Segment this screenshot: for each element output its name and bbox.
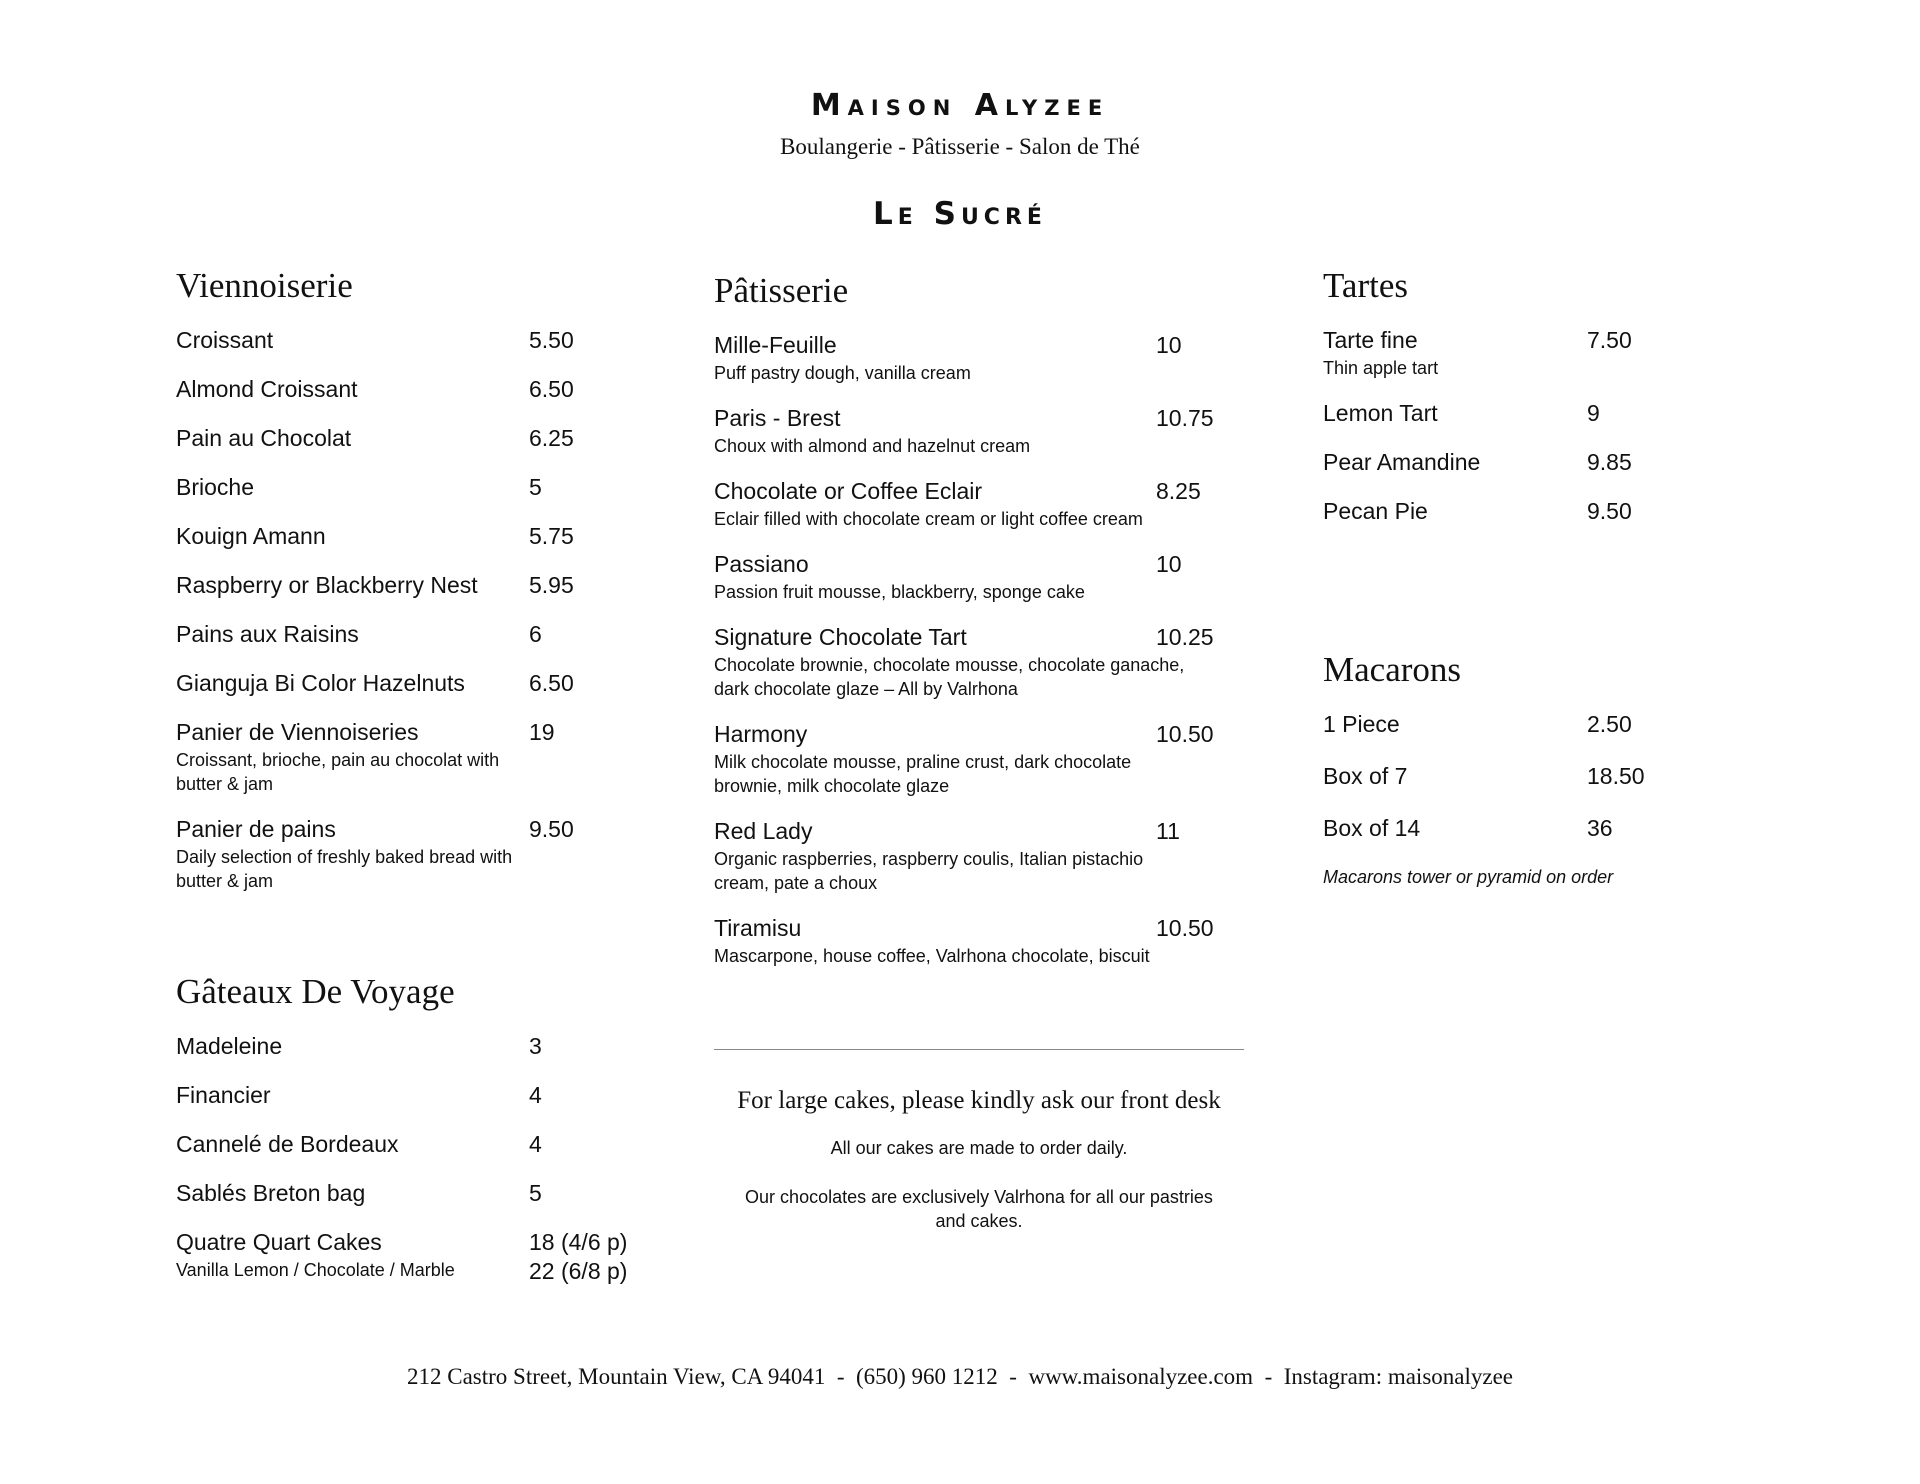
item-price: 2.50 <box>1587 711 1632 737</box>
menu-item <box>714 816 1244 895</box>
item-price: 9.85 <box>1587 449 1632 475</box>
item-name: Passiano <box>714 551 809 577</box>
section-title: Viennoiserie <box>176 266 353 305</box>
menu-item <box>176 1129 676 1160</box>
item-price: 7.50 <box>1587 327 1632 353</box>
item-price: 18 (4/6 p) <box>529 1229 628 1255</box>
item-description: Croissant, brioche, pain au chocolat with butter & jam <box>176 750 500 794</box>
item-name: Tiramisu <box>714 915 802 941</box>
item-name: Box of 7 <box>1323 763 1408 789</box>
item-name: Pains aux Raisins <box>176 621 359 647</box>
menu-item <box>176 814 676 893</box>
item-price: 36 <box>1587 815 1613 841</box>
item-description: Mascarpone, house coffee, Valrhona chocolate, biscuit <box>714 946 1150 966</box>
item-name: Pecan Pie <box>1323 498 1428 524</box>
item-name: 1 Piece <box>1323 711 1400 737</box>
item-price: 10 <box>1156 332 1182 358</box>
menu-item <box>714 719 1244 798</box>
item-name: Raspberry or Blackberry Nest <box>176 572 478 598</box>
item-price: 5.50 <box>529 327 574 353</box>
item-description: Chocolate brownie, chocolate mousse, chocolate ganache, dark chocolate glaze – All by Valrhona <box>714 655 1185 699</box>
chocolate-info-line: Our chocolates are exclusively Valrhona for all our pastries and cakes. <box>745 1187 1213 1231</box>
cakes-info-line: All our cakes are made to order daily. <box>830 1138 1128 1158</box>
item-price: 9.50 <box>1587 498 1632 524</box>
item-price: 10 <box>1156 551 1182 577</box>
item-name: Panier de Viennoiseries <box>176 719 419 745</box>
item-name: Almond Croissant <box>176 376 358 402</box>
item-price: 5.95 <box>529 572 574 598</box>
item-description: Puff pastry dough, vanilla cream <box>714 363 971 383</box>
item-description: Passion fruit mousse, blackberry, sponge cake <box>714 582 1085 602</box>
item-description: Choux with almond and hazelnut cream <box>714 436 1031 456</box>
menu-item <box>176 1227 676 1282</box>
item-price: 3 <box>529 1033 542 1059</box>
menu-item <box>176 1178 676 1209</box>
item-description: Vanilla Lemon / Chocolate / Marble <box>176 1260 455 1280</box>
item-name: Signature Chocolate Tart <box>714 624 967 650</box>
item-name: Paris - Brest <box>714 405 841 431</box>
menu-item <box>176 521 676 552</box>
item-name: Harmony <box>714 721 808 747</box>
item-price: 6.50 <box>529 670 574 696</box>
menu-title: Le Sucré <box>873 196 1047 232</box>
item-price: 5 <box>529 1180 542 1206</box>
brand-tagline: Boulangerie - Pâtisserie - Salon de Thé <box>780 134 1140 159</box>
item-name: Brioche <box>176 474 254 500</box>
section-title: Pâtisserie <box>714 271 849 310</box>
item-price: 5 <box>529 474 542 500</box>
menu-item <box>176 325 676 356</box>
item-description: Thin apple tart <box>1323 358 1439 378</box>
menu-item <box>714 403 1244 458</box>
item-description: Organic raspberries, raspberry coulis, Italian pistachio cream, pate a choux <box>714 849 1144 893</box>
item-name: Lemon Tart <box>1323 400 1438 426</box>
item-price: 6 <box>529 621 542 647</box>
item-name: Chocolate or Coffee Eclair <box>714 478 983 504</box>
item-description: Eclair filled with chocolate cream or light coffee cream <box>714 509 1143 529</box>
menu-item <box>714 476 1244 531</box>
menu-item <box>1323 447 1743 478</box>
menu-item <box>1323 496 1743 527</box>
menu-item <box>714 549 1244 604</box>
menu-item <box>1323 761 1743 792</box>
item-name: Sablés Breton bag <box>176 1180 366 1206</box>
item-price-large: 22 (6/8 p) <box>529 1258 628 1284</box>
item-price: 10.50 <box>1156 915 1214 941</box>
item-price: 10.25 <box>1156 624 1214 650</box>
section-patisserie <box>714 271 1244 986</box>
large-cakes-heading: For large cakes, please kindly ask our front desk <box>737 1087 1221 1114</box>
menu-item <box>176 717 676 796</box>
item-price: 4 <box>529 1082 542 1108</box>
item-price: 10.50 <box>1156 721 1214 747</box>
item-description: Milk chocolate mousse, praline crust, dark chocolate brownie, milk chocolate glaze <box>714 752 1132 796</box>
menu-item <box>714 913 1244 968</box>
section-gateaux-de-voyage <box>176 972 676 1300</box>
item-name: Gianguja Bi Color Hazelnuts <box>176 670 465 696</box>
menu-item <box>714 330 1244 385</box>
item-name: Quatre Quart Cakes <box>176 1229 382 1255</box>
section-title: Tartes <box>1323 266 1409 305</box>
item-name: Box of 14 <box>1323 815 1421 841</box>
item-name: Tarte fine <box>1323 327 1418 353</box>
item-price: 10.75 <box>1156 405 1214 431</box>
item-price: 18.50 <box>1587 763 1645 789</box>
menu-item <box>1323 709 1743 740</box>
menu-item <box>714 622 1244 701</box>
item-price: 4 <box>529 1131 542 1157</box>
item-price: 6.25 <box>529 425 574 451</box>
divider <box>714 1049 1244 1050</box>
item-name: Kouign Amann <box>176 523 326 549</box>
item-price: 11 <box>1156 818 1180 844</box>
item-name: Croissant <box>176 327 274 353</box>
item-name: Mille-Feuille <box>714 332 837 358</box>
item-name: Madeleine <box>176 1033 283 1059</box>
item-name: Pear Amandine <box>1323 449 1481 475</box>
section-tartes <box>1323 266 1743 545</box>
item-name: Pain au Chocolat <box>176 425 352 451</box>
menu-item <box>176 668 676 699</box>
menu-item <box>176 570 676 601</box>
item-name: Red Lady <box>714 818 813 844</box>
item-description: Daily selection of freshly baked bread with butter & jam <box>176 847 513 891</box>
menu-item <box>176 472 676 503</box>
menu-item <box>1323 325 1743 380</box>
menu-item <box>1323 813 1743 844</box>
brand-name: Maison Alyzee <box>810 88 1110 123</box>
item-price: 19 <box>529 719 555 745</box>
item-name: Panier de pains <box>176 816 336 842</box>
item-name: Cannelé de Bordeaux <box>176 1131 399 1157</box>
menu-item <box>176 1080 676 1111</box>
menu-item <box>1323 398 1743 429</box>
section-title: Macarons <box>1323 650 1462 689</box>
footer-contact: 212 Castro Street, Mountain View, CA 94041 - (650) 960 1212 - www.maisonalyzee.com - Instagram: maisonalyzee <box>406 1364 1513 1389</box>
item-price: 8.25 <box>1156 478 1201 504</box>
macarons-note: Macarons tower or pyramid on order <box>1323 867 1614 887</box>
item-price: 9.50 <box>529 816 574 842</box>
menu-item <box>176 619 676 650</box>
menu-item <box>176 374 676 405</box>
menu-item <box>176 1031 676 1062</box>
menu-item <box>176 423 676 454</box>
item-price: 6.50 <box>529 376 574 402</box>
item-name: Financier <box>176 1082 271 1108</box>
section-title: Gâteaux De Voyage <box>176 972 455 1011</box>
item-price: 9 <box>1587 400 1600 426</box>
section-macarons <box>1323 650 1743 889</box>
section-viennoiserie <box>176 266 676 911</box>
item-price: 5.75 <box>529 523 574 549</box>
